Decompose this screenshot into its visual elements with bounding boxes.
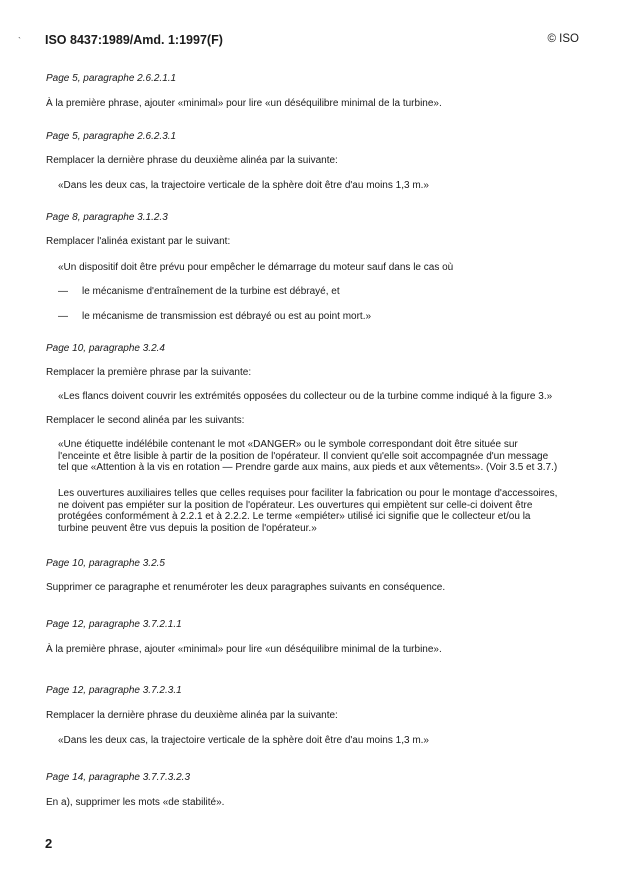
instruction-text: Remplacer le second alinéa par les suivants: bbox=[46, 415, 245, 426]
quoted-paragraph bbox=[58, 488, 578, 534]
copyright-label: © ISO bbox=[547, 33, 579, 45]
quoted-text: «Les flancs doivent couvrir les extrémités opposées du collecteur ou de la turbine comme indiqué à la figure 3.» bbox=[58, 391, 553, 402]
list-dash: — bbox=[58, 311, 68, 322]
list-item: le mécanisme d'entraînement de la turbine est débrayé, et bbox=[82, 286, 340, 297]
document-code: ISO 8437:1989/Amd. 1:1997(F) bbox=[45, 33, 223, 47]
paragraph-line: «Une étiquette indélébile contenant le mot «DANGER» ou le symbole correspondant doit être située sur bbox=[58, 439, 518, 450]
section-reference: Page 14, paragraphe 3.7.7.3.2.3 bbox=[46, 772, 191, 783]
instruction-text: Remplacer la dernière phrase du deuxième alinéa par la suivante: bbox=[46, 155, 338, 166]
quoted-text: «Dans les deux cas, la trajectoire verticale de la sphère doit être d'au moins 1,3 m.» bbox=[58, 735, 429, 746]
scan-mark: ` bbox=[18, 36, 21, 46]
instruction-text: Supprimer ce paragraphe et renuméroter les deux paragraphes suivants en conséquence. bbox=[46, 582, 446, 593]
quoted-paragraph bbox=[58, 439, 578, 474]
section-reference: Page 10, paragraphe 3.2.4 bbox=[46, 343, 165, 354]
section-reference: Page 12, paragraphe 3.7.2.1.1 bbox=[46, 619, 182, 630]
paragraph-line: l'enceinte et être lisible à partir de la position de l'opérateur. Il convient qu'elle soit accompagnée d'un message bbox=[58, 450, 549, 462]
quoted-text: «Dans les deux cas, la trajectoire verticale de la sphère doit être d'au moins 1,3 m.» bbox=[58, 180, 429, 191]
instruction-text: En a), supprimer les mots «de stabilité». bbox=[46, 797, 225, 808]
list-dash: — bbox=[58, 286, 68, 297]
instruction-text: À la première phrase, ajouter «minimal» pour lire «un déséquilibre minimal de la turbine». bbox=[46, 98, 442, 109]
page-number: 2 bbox=[45, 836, 53, 851]
paragraph-line: ne doivent pas empiéter sur la position de l'opérateur. Les ouvertures qui empiètent sur celle-ci doivent être bbox=[58, 499, 533, 511]
section-reference: Page 12, paragraphe 3.7.2.3.1 bbox=[46, 685, 182, 696]
instruction-text: Remplacer la dernière phrase du deuxième alinéa par la suivante: bbox=[46, 710, 338, 721]
instruction-text: Remplacer l'alinéa existant par le suivant: bbox=[46, 236, 231, 247]
list-item: le mécanisme de transmission est débrayé ou est au point mort.» bbox=[82, 311, 372, 322]
paragraph-line: Les ouvertures auxiliaires telles que celles requises pour faciliter la fabrication ou pour le montage d'accessoires, bbox=[58, 488, 558, 499]
instruction-text: À la première phrase, ajouter «minimal» pour lire «un déséquilibre minimal de la turbine». bbox=[46, 644, 442, 655]
paragraph-line: tel que «Attention à la vis en rotation — Prendre garde aux mains, aux pieds et aux vêtements». (Voir 3.5 et 3.7.) bbox=[58, 462, 558, 473]
section-reference: Page 5, paragraphe 2.6.2.1.1 bbox=[46, 73, 177, 84]
section-reference: Page 8, paragraphe 3.1.2.3 bbox=[46, 212, 168, 223]
paragraph-line: turbine peuvent être vus depuis la position de l'opérateur.» bbox=[58, 522, 317, 534]
section-reference: Page 5, paragraphe 2.6.2.3.1 bbox=[46, 131, 177, 142]
instruction-text: Remplacer la première phrase par la suivante: bbox=[46, 367, 252, 378]
quoted-text: «Un dispositif doit être prévu pour empêcher le démarrage du moteur sauf dans le cas où bbox=[58, 262, 454, 273]
section-reference: Page 10, paragraphe 3.2.5 bbox=[46, 558, 165, 569]
paragraph-line: protégées conformément à 2.2.1 et à 2.2.2. Le terme «empiéter» utilisé ici signifie que le collecteur et/ou la bbox=[58, 511, 531, 522]
